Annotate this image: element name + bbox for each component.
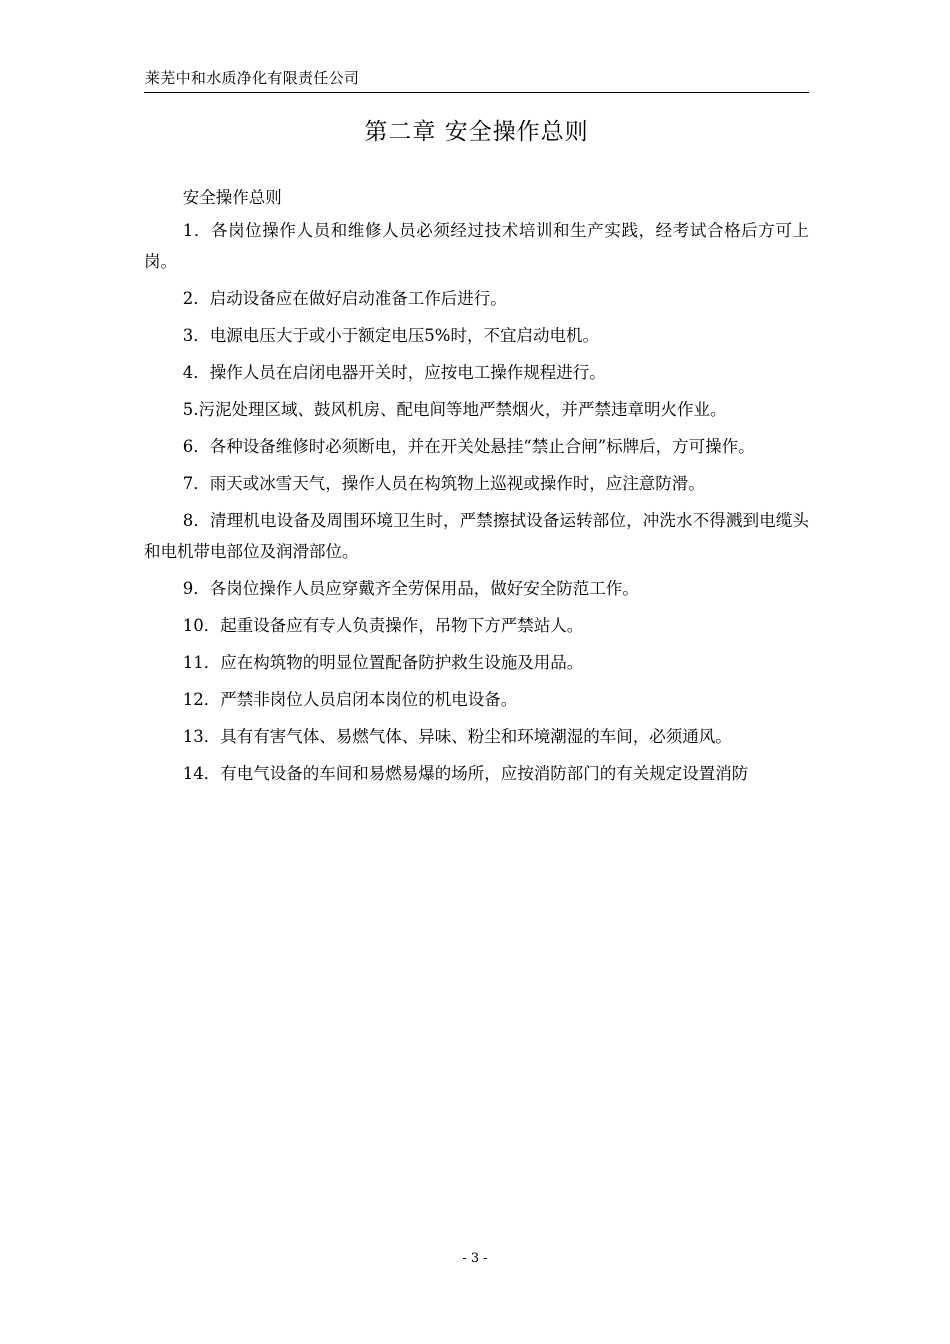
section-heading: 安全操作总则: [182, 188, 282, 207]
rule-paragraph-4: 4．操作人员在启闭电器开关时，应按电工操作规程进行。: [182, 363, 606, 382]
rule-paragraph-10: 10．起重设备应有专人负责操作，吊物下方严禁站人。: [182, 616, 584, 635]
page-header: [144, 66, 809, 93]
rule-paragraph-1: 1．各岗位操作人员和维修人员必须经过技术培训和生产实践，经考试合格后方可上岗。: [144, 221, 809, 271]
document-body: [144, 182, 809, 795]
chapter-title: 第二章 安全操作总则: [364, 119, 589, 145]
rule-paragraph-13: 13．具有有害气体、易燃气体、异味、粉尘和环境潮湿的车间，必须通风。: [182, 727, 732, 746]
rule-paragraph-2: 2．启动设备应在做好启动准备工作后进行。: [182, 289, 507, 308]
rule-paragraph-8: 8．清理机电设备及周围环境卫生时，严禁擦拭设备运转部位，冲洗水不得溅到电缆头和电机带电部位及润滑部位。: [144, 511, 809, 561]
rule-paragraph-7: 7．雨天或冰雪天气，操作人员在构筑物上巡视或操作时，应注意防滑。: [182, 474, 705, 493]
rule-paragraph-12: 12．严禁非岗位人员启闭本岗位的机电设备。: [182, 690, 518, 709]
rule-paragraph-9: 9．各岗位操作人员应穿戴齐全劳保用品，做好安全防范工作。: [182, 579, 639, 598]
rule-paragraph-3: 3．电源电压大于或小于额定电压5%时，不宜启动电机。: [182, 326, 599, 345]
rule-paragraph-14: 14．有电气设备的车间和易燃易爆的场所，应按消防部门的有关规定设置消防: [182, 764, 749, 783]
company-name: 莱芜中和水质净化有限责任公司: [145, 69, 360, 87]
page-number: - 3 -: [462, 1251, 488, 1266]
rule-paragraph-11: 11．应在构筑物的明显位置配备防护救生设施及用品。: [182, 653, 584, 672]
rule-paragraph-6: 6．各种设备维修时必须断电，并在开关处悬挂“禁止合闸”标牌后，方可操作。: [182, 437, 755, 456]
rule-paragraph-5: 5.污泥处理区域、鼓风机房、配电间等地严禁烟火，并严禁违章明火作业。: [182, 400, 727, 419]
